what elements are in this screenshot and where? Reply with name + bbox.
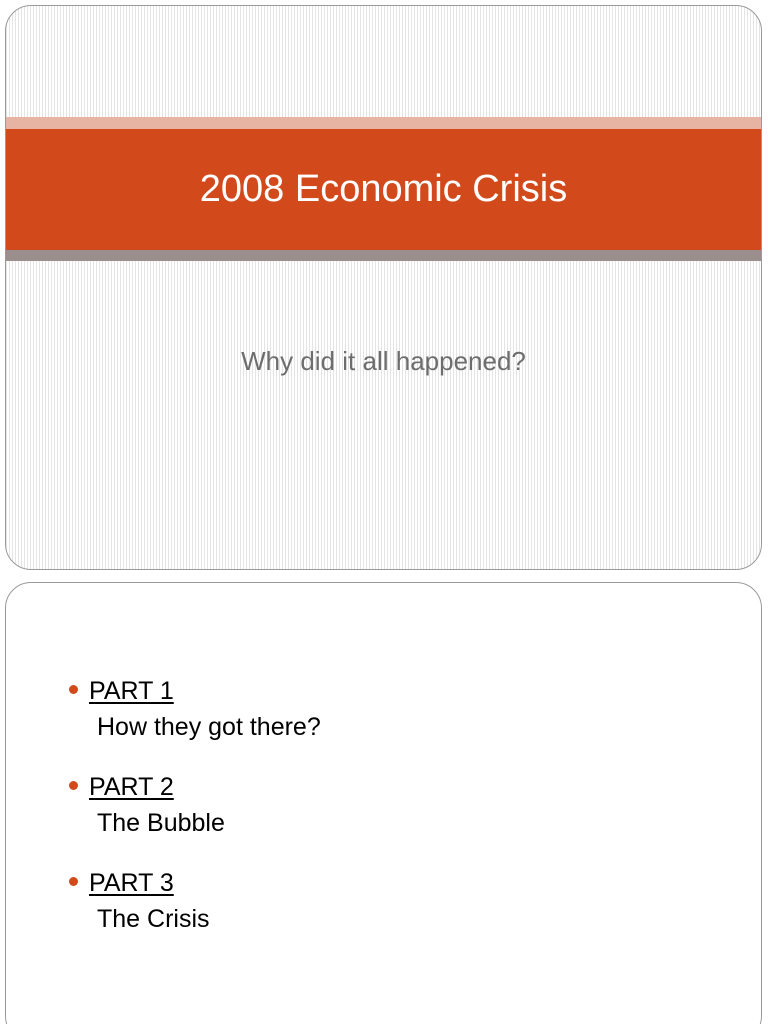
- bullet-item-part-3: [58, 867, 321, 935]
- title-band-top-stripe: [6, 117, 761, 129]
- bullet-list: [58, 675, 321, 963]
- bullet-item-part-2: [58, 771, 321, 839]
- title-band: [6, 129, 761, 250]
- slide-subtitle: Why did it all happened?: [241, 346, 526, 376]
- bullet-heading: PART 2: [89, 773, 174, 801]
- bullet-heading: PART 1: [89, 677, 174, 705]
- outline-slide: [5, 582, 762, 1024]
- bullet-dot-icon: [69, 781, 78, 790]
- bullet-dot-icon: [69, 685, 78, 694]
- bullet-subtext: The Crisis: [97, 905, 210, 933]
- bullet-subtext: How they got there?: [97, 713, 321, 741]
- slide-title: 2008 Economic Crisis: [199, 167, 568, 210]
- title-band-bottom-stripe: [6, 250, 761, 261]
- title-slide: [5, 5, 762, 570]
- bullet-dot-icon: [69, 877, 78, 886]
- bullet-item-part-1: [58, 675, 321, 743]
- bullet-subtext: The Bubble: [97, 809, 225, 837]
- bullet-heading: PART 3: [89, 869, 174, 897]
